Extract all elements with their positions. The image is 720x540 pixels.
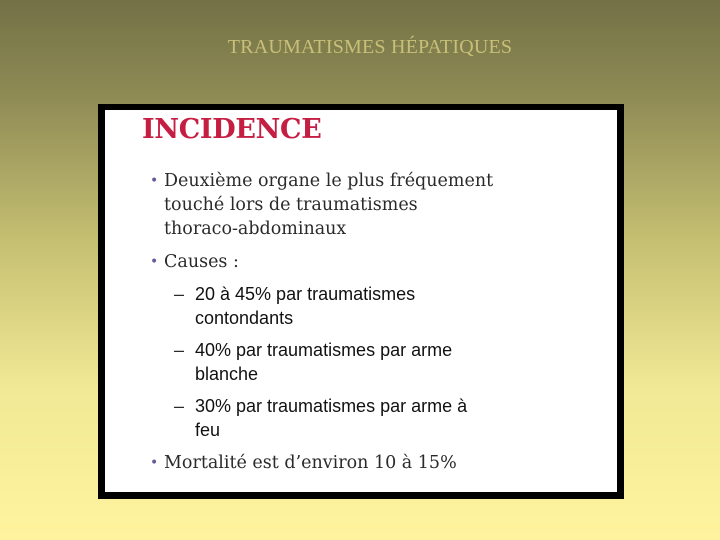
bullet-causes (150, 250, 239, 274)
dash-icon: – (174, 396, 185, 416)
bullet-text-line: Causes : (164, 252, 239, 272)
bullet-text-line: Deuxième organe le plus fréquement (164, 171, 494, 191)
bullet-dot-icon: • (150, 173, 159, 189)
sub-bullet-text-line: 20 à 45% par traumatismes (195, 284, 416, 304)
sub-bullet-text-line: feu (195, 420, 221, 440)
sub-bullet-text-line: 40% par traumatismes par arme (195, 340, 453, 360)
bullet-text-line: touché lors de traumatismes (164, 195, 418, 215)
sub-bullet-text-line: 30% par traumatismes par arme à (195, 396, 468, 416)
sub-bullet-arme-blanche (174, 338, 453, 386)
dash-icon: – (174, 340, 185, 360)
incidence-figure (98, 104, 624, 499)
bullet-mortalite (150, 451, 457, 475)
dash-icon: – (174, 284, 185, 304)
sub-bullet-text-line: contondants (195, 308, 294, 328)
sub-bullet-arme-a-feu (174, 394, 468, 442)
sub-bullet-text-line: blanche (195, 364, 259, 384)
bullet-organ (150, 169, 494, 241)
bullet-text-line: thoraco-abdominaux (164, 219, 347, 239)
sub-bullet-contondants (174, 282, 416, 330)
slide-title: TRAUMATISMES HÉPATIQUES (227, 36, 513, 58)
incidence-figure-content (105, 110, 617, 492)
bullet-text-line: Mortalité est d’environ 10 à 15% (164, 453, 457, 473)
bullet-dot-icon: • (150, 254, 159, 270)
bullet-dot-icon: • (150, 455, 159, 471)
figure-heading: INCIDENCE (142, 114, 322, 145)
